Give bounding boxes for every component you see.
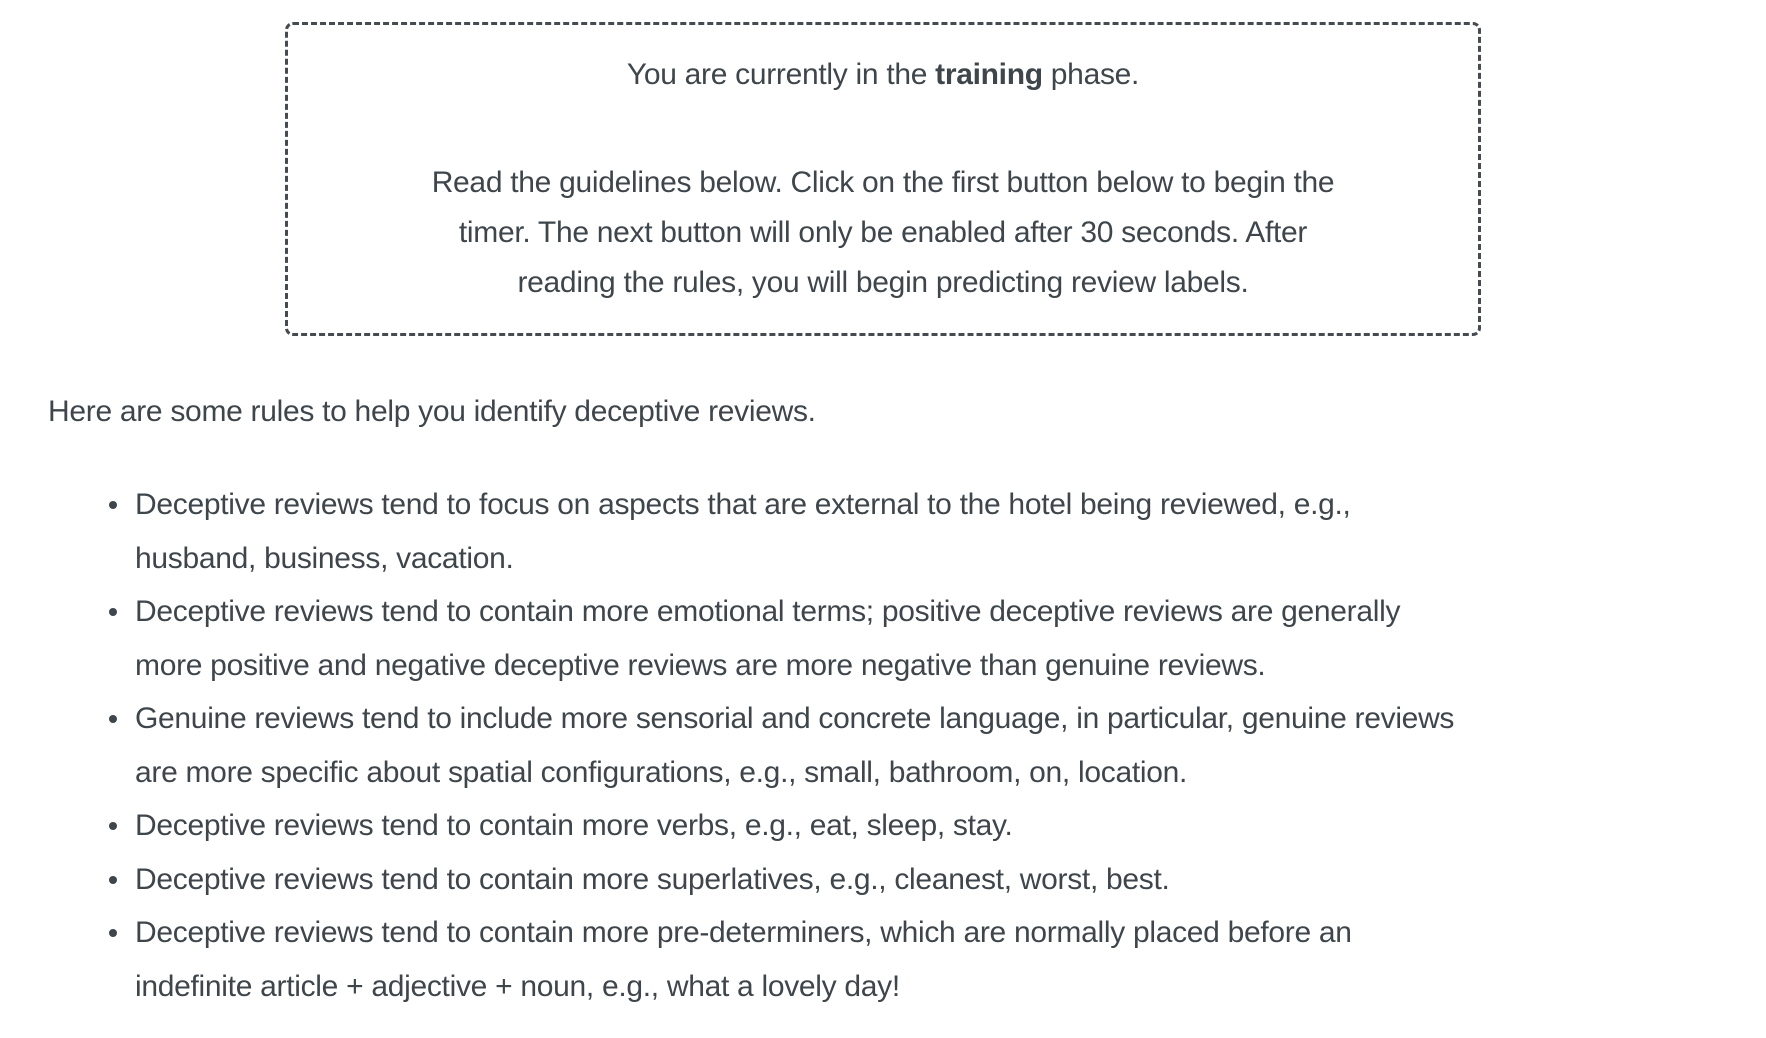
notice-instructions	[288, 158, 1478, 308]
rule-line: indefinite article + adjective + noun, e.g., what a lovely day!	[135, 969, 900, 1003]
rule-line: more positive and negative deceptive reviews are more negative than genuine reviews.	[135, 648, 1266, 682]
rule-line: Deceptive reviews tend to contain more emotional terms; positive deceptive reviews are generally	[135, 595, 1401, 628]
bullet-dot	[109, 876, 117, 884]
rules-list	[135, 478, 1766, 1013]
rule-line: Deceptive reviews tend to focus on aspects that are external to the hotel being reviewed, e.g.,	[135, 488, 1351, 521]
rule-item-verbs	[135, 799, 1766, 853]
notice-title-prefix: You are currently in the	[626, 58, 936, 91]
instructions-line-3: reading the rules, you will begin predicting review labels.	[517, 266, 1249, 299]
notice-title	[288, 50, 1478, 100]
training-phase-emphasis: training	[935, 58, 1043, 91]
notice-title-suffix: phase.	[1042, 58, 1140, 91]
rule-line: Deceptive reviews tend to contain more superlatives, e.g., cleanest, worst, best.	[135, 862, 1170, 896]
bullet-dot	[109, 715, 117, 723]
bullet-dot	[109, 501, 117, 509]
rule-item-pre-determiners	[135, 906, 1766, 1013]
instructions-line-1: Read the guidelines below. Click on the first button below to begin the	[431, 166, 1335, 199]
rule-line: husband, business, vacation.	[135, 541, 514, 575]
bullet-dot	[109, 822, 117, 830]
rule-line: Genuine reviews tend to include more sensorial and concrete language, in particular, genuine reviews	[135, 702, 1455, 735]
rule-item-sensorial-language	[135, 692, 1766, 799]
rule-line: Deceptive reviews tend to contain more pre-determiners, which are normally placed before an	[135, 916, 1352, 949]
dashed-notice-box	[285, 22, 1481, 336]
bullet-dot	[109, 929, 117, 937]
rules-intro: Here are some rules to help you identify deceptive reviews.	[48, 395, 816, 428]
rule-item-superlatives	[135, 853, 1766, 907]
rule-item-emotional-terms	[135, 585, 1766, 692]
instructions-line-2: timer. The next button will only be enabled after 30 seconds. After	[458, 216, 1308, 249]
bullet-dot	[109, 608, 117, 616]
rule-item-external-aspects	[135, 478, 1766, 585]
rule-line: are more specific about spatial configurations, e.g., small, bathroom, on, location.	[135, 755, 1188, 789]
rule-line: Deceptive reviews tend to contain more verbs, e.g., eat, sleep, stay.	[135, 809, 1013, 842]
